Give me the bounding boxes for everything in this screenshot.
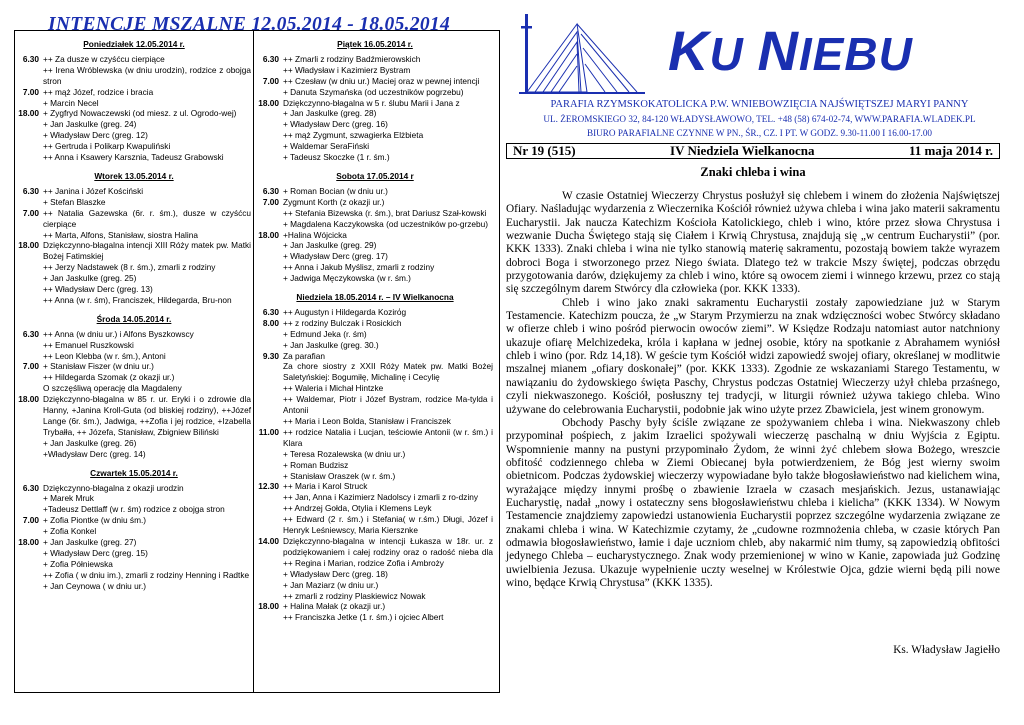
article-paragraph: Chleb i wino jako znaki sakramentu Eucharystii zostały zapowiedziane już w Starym Testamencie. Katechizm poucza, że „w Starym Przymierzu na znak wdzięczności wobec Stwórcy składano w ofierze chleb i wino pośród pierwocin owoców ziemi”. W Księdze Rodzaju natomiast autor natchniony ukazuje ofiarę Melchizedeka, króla i kapłana w jednej osobie, który na spotkanie z Abrahamem wyniósł chleb i wino (por. Rdz 14,18). W geście tym Kościół widzi zapowiedź swojej ofiary, określanej w modlitwie mszalnej mianem „ofiary doskonałej” (por. KKK 1333). Zgodnie ze wskazaniami Starego Testamentu, w nawiązaniu do żydowskiego święta Paschy, Chrystus podczas Ostatniej Wieczerzy użył chleba przaśnego, czyli niekwaszonego. Kościół, posłuszny tej tradycji, w liturgii również używa takiego chleba. Wino używane do celebrowania Eucharystii, podobnie jak wino użyte przez Zbawiciela, jest winem gronowym.: [506, 296, 1000, 416]
intention-row: [17, 329, 251, 340]
mass-intentions-box: [14, 30, 500, 693]
mass-time: [17, 119, 43, 130]
intention-text: ++ z rodziny Bulczak i Rosickich: [283, 317, 402, 328]
intention-row: [257, 87, 493, 98]
intention-row: [257, 383, 493, 394]
mass-time: 7.00: [262, 196, 279, 207]
intention-row: [17, 54, 251, 65]
mass-time: 18.00: [18, 240, 39, 251]
intention-text: + Jan Jaskulke (greg. 24): [43, 119, 137, 130]
intention-text: ++ Zmarli z rodziny Badźmierowskich: [283, 53, 421, 64]
intention-row: [257, 76, 493, 87]
parish-address: UL. ŻEROMSKIEGO 32, 84-120 WŁADYSŁAWOWO, TEL. +48 (58) 674-02-74, WWW.PARAFIA.WLADEK.PL: [543, 114, 976, 124]
article-paragraph: Obchody Paschy były ściśle związane ze spożywaniem chleba i wina. Niekwaszony chleb przypominał pośpiech, z jakim Izraelici spożywali wieczerzę paschalną w dniu Wyjścia z Egiptu. Wspomnienie manny na pustyni przypominało Żydom, że winni żyć chlebem słowa Bożego, wreszcie obfitość codziennego chleba w Ziemi Obiecanej była potwierdzeniem, że Bóg jest wierny swoim obietnicom. Podczas żydowskiej wieczerzy wypowiadane było także błogosławieństwo nad kielichem wina, wyrażające między innymi prośbę o zbawienie Izraela w czasach mesjańskich. Jezus, ustanawiając Eucharystię, nadał „nowy i ostateczny sens błogosławieństwu chleba i kielicha” (KKK 1334). W Nowym Testamencie znajdziemy zapowiedzi ustanowienia Eucharystii poprzez szczególne wydarzenia związane ze znakami chleba i wina. W Katechizmie czytamy, że „cudowne rozmnożenia chleba, w czasie których Pan odmawia błogosławieństwo, łamie i daje uczniom chleb, aby nakarmić nim tłumy, są zapowiedzią obfitości jedynego Chleba – eucharystycznego. Znak wody przemienionej w wino w Kanie, zapowiada już Godzinę uwielbienia Jezusa. Ukazuje wypełnienie uczty weselnej w Królestwie Ojca, gdzie wierni będą pili nowe wino, będące Krwią Chrystusa” (KKK 1335).: [506, 416, 1000, 589]
intention-row: [17, 108, 251, 119]
mass-time: [257, 273, 283, 284]
mass-time: [257, 152, 283, 163]
mass-time: [17, 284, 43, 295]
mass-time: 18.00: [18, 108, 39, 119]
intention-row: [257, 449, 493, 460]
intention-row: [257, 361, 493, 383]
intention-text: + Teresa Rozalewska (w dniu ur.): [283, 448, 406, 459]
intention-text: ++ Emanuel Ruszkowski: [43, 339, 134, 350]
intention-row: [17, 119, 251, 130]
mass-time: [257, 591, 283, 602]
intention-text: + Marcin Necel: [43, 97, 99, 108]
intention-text: ++ Augustyn i Hildegarda Kozirόg: [283, 306, 407, 317]
intention-text: Dziękczynno-błagalna intencji XIII Róży matek pw. Matki Bożej Fatimskiej: [43, 240, 251, 262]
mass-time: [257, 340, 283, 351]
mass-time: 6.30: [22, 328, 39, 339]
intention-text: +Władysław Derc (greg. 14): [43, 448, 146, 459]
intention-row: [257, 98, 493, 109]
mass-time: [17, 559, 43, 570]
intention-text: ++ Gertruda i Polikarp Kwapuliński: [43, 141, 171, 152]
intention-row: [257, 65, 493, 76]
intention-row: [17, 98, 251, 109]
mass-time: 7.00: [22, 86, 39, 97]
intention-text: ++ Waleria i Michał Hintzke: [283, 383, 384, 394]
mass-time: [17, 130, 43, 141]
mass-time: [17, 340, 43, 351]
mass-time: [17, 570, 43, 581]
mass-time: 7.00: [22, 361, 39, 372]
intention-row: [257, 208, 493, 219]
intention-row: [17, 208, 251, 230]
intention-row: [17, 449, 251, 460]
mass-time: [17, 526, 43, 537]
mass-time: [17, 493, 43, 504]
church-logo-icon: [517, 14, 647, 96]
intention-text: ++ mąż Józef, rodzice i bracia: [43, 86, 154, 97]
intention-row: [257, 197, 493, 208]
mass-time: 8.00: [262, 317, 279, 328]
mass-time: [257, 449, 283, 460]
intention-row: [17, 262, 251, 273]
intention-row: [257, 108, 493, 119]
intention-text: + Tadeusz Skoczke (1 r. śm.): [283, 152, 390, 163]
page-title: INTENCJE MSZALNE 12.05.2014 - 18.05.2014: [48, 14, 451, 35]
mass-time: 9.30: [262, 350, 279, 361]
intention-text: + Władysław Derc (greg. 17): [283, 251, 388, 262]
intention-row: [17, 230, 251, 241]
issue-bar: [506, 143, 1000, 159]
mass-time: [257, 569, 283, 580]
intention-text: ++ rodzice Natalia i Lucjan, teściowie Antonii (w r. śm.) i Klara: [283, 426, 493, 448]
intention-text: Za chore siostry z XXII Róży Matek pw. Matki Bożej Saletyńskiej: Bogumiłę, Michalinę i Cecylię: [283, 361, 493, 383]
intention-text: + Jan Jaskulke (greg. 30.): [283, 339, 379, 350]
intention-row: [257, 601, 493, 612]
intention-row: [257, 460, 493, 471]
brand-rest: IEBU: [798, 28, 913, 80]
intention-row: [17, 493, 251, 504]
mass-time: 7.00: [22, 207, 39, 218]
intention-row: [17, 152, 251, 163]
brand-initial: K: [668, 19, 710, 82]
mass-time: [257, 219, 283, 230]
intentions-column-1: [17, 39, 251, 592]
intention-text: + Marek Mruk: [43, 493, 94, 504]
day-heading: Niedziela 18.05.2014 r. – IV Wielkanocna: [296, 292, 454, 303]
mass-time: [257, 416, 283, 427]
intention-row: [257, 351, 493, 362]
mass-time: 6.30: [22, 482, 39, 493]
intention-text: ++ Anna i Jakub Myślisz, zmarli z rodziny: [283, 262, 435, 273]
article-author: Ks. Władysław Jagiełło: [893, 644, 1000, 656]
intention-row: [17, 548, 251, 559]
intention-text: + Jan Jaskulke (greg. 27): [43, 537, 137, 548]
mass-time: [17, 141, 43, 152]
mass-time: [17, 98, 43, 109]
intention-row: [257, 340, 493, 351]
intention-text: ++ Władysław Derc (greg. 13): [43, 284, 153, 295]
intention-text: + Zygfryd Nowaczewski (od miesz. z ul. Ogrodo-wej): [43, 108, 237, 119]
mass-time: [257, 460, 283, 471]
intention-text: ++ Czesław (w dniu ur.) Maciej oraz w pewnej intencji: [283, 75, 480, 86]
article-title: Znaki chleba i wina: [700, 165, 806, 179]
intention-text: ++ Franciszka Jetke (1 r. śm.) i ojciec Albert: [283, 612, 444, 623]
column-divider: [253, 31, 254, 692]
intention-text: ++ Edward (2 r. śm.) i Stefania( w r.śm.) Długi, Józef i Henryk Leśniewscy, Maria Kiersznke: [283, 514, 493, 536]
mass-time: [17, 197, 43, 208]
mass-time: [17, 152, 43, 163]
intention-text: Dziękczynno-błagalna w 5 r. ślubu Marii i Jana z: [283, 97, 460, 108]
intention-row: [257, 481, 493, 492]
intention-row: [257, 612, 493, 623]
intention-text: ++ mąż Zygmunt, szwagierka Elżbieta: [283, 130, 424, 141]
article-body: [506, 190, 1000, 590]
mass-time: [257, 240, 283, 251]
intention-text: ++ Janina i Józef Kościński: [43, 185, 144, 196]
intention-row: [17, 197, 251, 208]
mass-time: 14.00: [258, 535, 279, 546]
mass-time: [17, 372, 43, 383]
intention-text: + Władysław Derc (greg. 16): [283, 119, 388, 130]
article-paragraph: W czasie Ostatniej Wieczerzy Chrystus posłużył się chlebem i winem do złożenia Najświętszej Ofiary. Naśladując wydarzenia z Wieczernika Kościół również używa chleba i wina jako materii sakramentu Eucharystii. Jak naucza Katechizm Kościoła Katolickiego, chleb i wino, które przez słowa Chrystusa i wezwanie Ducha Świętego stają się Ciałem i Krwią Chrystusa, znajdują się „w centrum Eucharystii” (por. KKK 1333). Znaki chleba i wina nie tylko stanowią materię sakramentu, pozostają bowiem także wyrazem dobroci Boga i stworzonego przez Niego świata. Dlatego też w trakcie Mszy świętej, podczas obrzędu przygotowania darów, dziękujemy za chleb i wino, które są owocem ziemi i winnego krzewu, przez co stają się szczególnym darem Stwórcy dla człowieka (por. KKK 1333).: [506, 190, 1000, 296]
day-heading: Czwartek 15.05.2014 r.: [90, 467, 178, 478]
intention-row: [257, 394, 493, 416]
intention-text: ++ Za dusze w czyśćcu cierpiące: [43, 53, 165, 64]
intention-text: + Stanisław Fiszer (w dniu ur.): [43, 361, 154, 372]
intention-row: [17, 383, 251, 394]
intention-text: ++ Anna (w dniu ur.) i Alfons Byszkowscy: [43, 328, 194, 339]
intention-row: [257, 580, 493, 591]
intention-text: ++ Maria i Karol Struck: [283, 481, 368, 492]
mass-time: [17, 230, 43, 241]
day-heading: Sobota 17.05.2014 r: [336, 170, 414, 181]
day-heading: Wtorek 13.05.2014 r.: [94, 170, 174, 181]
intention-row: [257, 471, 493, 482]
intention-text: ++ Jan, Anna i Kazimierz Nadolscy i zmarli z ro-dziny: [283, 492, 479, 503]
intention-text: Dziękczynno-błagalna w intencji Łukasza w 18r. ur. z podziękowaniem i całej rodziny oraz o radość nieba dla ++ Regina i Marian, rodzice Zofia i Ambroży: [283, 535, 493, 568]
office-hours: BIURO PARAFIALNE CZYNNE W PN., ŚR., CZ. I PT. W GODZ. 9.30-11.00 I 16.00-17.00: [586, 128, 933, 138]
intention-text: + Magdalena Kaczykowska (od uczestników po-grzebu): [283, 218, 488, 229]
brand-initial: N: [757, 19, 799, 82]
mass-time: [257, 108, 283, 119]
mass-time: [257, 471, 283, 482]
intention-row: [17, 87, 251, 98]
intention-row: [17, 130, 251, 141]
intention-row: [257, 219, 493, 230]
intention-row: [257, 503, 493, 514]
mass-time: [17, 548, 43, 559]
intention-row: [257, 591, 493, 602]
intention-row: [17, 295, 251, 306]
intention-row: [17, 570, 251, 581]
intention-text: Za parafian: [283, 350, 325, 361]
mass-time: [17, 504, 43, 515]
mass-time: [257, 87, 283, 98]
intention-row: [17, 438, 251, 449]
mass-time: 18.00: [18, 537, 39, 548]
mass-time: [257, 492, 283, 503]
mass-time: [257, 119, 283, 130]
intention-text: ++ Anna (w r. śm), Franciszek, Hildegarda, Bru-non: [43, 294, 232, 305]
parish-header: [512, 98, 1007, 140]
intention-row: [257, 251, 493, 262]
intention-row: [257, 54, 493, 65]
intention-row: [17, 581, 251, 592]
intention-row: [257, 492, 493, 503]
issue-number: Nr 19 (515): [513, 143, 576, 158]
intention-text: ++ Andrzej Gołda, Otylia i Klemens Leyk: [283, 503, 432, 514]
intention-row: [257, 119, 493, 130]
mass-time: [257, 65, 283, 76]
issue-date: 11 maja 2014 r.: [908, 143, 993, 158]
mass-time: [257, 251, 283, 262]
intention-text: + Roman Budzisz: [283, 459, 349, 470]
mass-time: 18.00: [258, 229, 279, 240]
mass-time: [257, 394, 283, 416]
day-heading: Poniedziałek 12.05.2014 r.: [83, 39, 185, 49]
intention-text: + Jan Jaskulke (greg. 25): [43, 273, 137, 284]
intention-text: ++ Stefania Bizewska (r. śm.), brat Dariusz Szał-kowski: [283, 207, 487, 218]
intention-text: + Danuta Szymańska (od uczestników pogrzebu): [283, 86, 464, 97]
intention-text: Zygmunt Korth (z okazji ur.): [283, 196, 385, 207]
intention-row: [257, 416, 493, 427]
mass-time: [257, 130, 283, 141]
mass-time: 6.30: [262, 53, 279, 64]
intention-text: + Zofia Półniewska: [43, 558, 113, 569]
intention-text: + Władysław Derc (greg. 15): [43, 547, 148, 558]
intention-text: ++ zmarli z rodziny Plaskiewicz Nowak: [283, 590, 426, 601]
intention-text: ++ Jerzy Nadstawek (8 r. śm.), zmarli z rodziny: [43, 262, 216, 273]
intention-text: ++ Anna i Ksawery Karsznia, Tadeusz Grabowski: [43, 152, 224, 163]
mass-time: [257, 503, 283, 514]
mass-time: 11.00: [258, 426, 279, 437]
mass-time: [17, 383, 43, 394]
intention-row: [257, 141, 493, 152]
intention-row: [17, 559, 251, 570]
mass-time: [17, 262, 43, 273]
intention-text: +Halina Wójcicka: [283, 229, 347, 240]
mass-time: [17, 438, 43, 449]
mass-time: 18.00: [258, 601, 279, 612]
bulletin-brand: [668, 18, 913, 83]
intention-row: [257, 427, 493, 449]
brand-text: [668, 19, 913, 82]
intention-row: [17, 515, 251, 526]
intention-row: [17, 537, 251, 548]
mass-time: 6.30: [262, 306, 279, 317]
brand-rest: U: [709, 28, 758, 80]
mass-time: [257, 580, 283, 591]
intention-row: [257, 307, 493, 318]
intention-row: [257, 230, 493, 241]
mass-time: 18.00: [258, 97, 279, 108]
intention-row: [257, 273, 493, 284]
intention-text: + Roman Bocian (w dniu ur.): [283, 185, 388, 196]
intention-text: ++ Irena Wróblewska (w dniu urodzin), rodzice z obojga stron: [43, 64, 251, 86]
intention-row: [17, 273, 251, 284]
intention-row: [17, 361, 251, 372]
intentions-column-2: [257, 39, 493, 623]
mass-time: [17, 65, 43, 87]
intention-text: + Jan Jaskulke (greg. 26): [43, 437, 137, 448]
intention-row: [257, 318, 493, 329]
intention-text: Dziękczynno-błagalna z okazji urodzin: [43, 482, 184, 493]
intention-row: [17, 340, 251, 351]
intention-row: [17, 284, 251, 295]
intention-text: ++ Leon Klebba (w r. śm.), Antoni: [43, 350, 166, 361]
intention-text: ++ Natalia Gazewska (6r. r. śm.), dusze w czyśćcu cierpiące: [43, 207, 251, 229]
mass-time: [17, 449, 43, 460]
mass-time: 6.30: [22, 53, 39, 64]
intention-row: [17, 526, 251, 537]
intention-row: [257, 514, 493, 536]
intention-text: + Zofia Konkel: [43, 526, 97, 537]
intention-text: O szczęśliwą operację dla Magdaleny: [43, 383, 182, 394]
intention-text: + Jan Maziarz (w dniu ur.): [283, 579, 379, 590]
mass-time: [257, 329, 283, 340]
intention-row: [17, 141, 251, 152]
day-heading: Środa 14.05.2014 r.: [96, 313, 172, 324]
mass-time: 6.30: [22, 185, 39, 196]
intention-row: [257, 152, 493, 163]
intention-row: [17, 65, 251, 87]
parish-name: PARAFIA RZYMSKOKATOLICKA P.W. WNIEBOWZIĘCIA NAJŚWIĘTSZEJ MARYI PANNY: [550, 99, 969, 110]
intention-row: [257, 240, 493, 251]
intention-text: + Stanisław Oraszek (w r. śm.): [283, 470, 396, 481]
mass-time: [17, 273, 43, 284]
mass-time: 6.30: [262, 185, 279, 196]
mass-time: [257, 208, 283, 219]
intention-row: [17, 186, 251, 197]
mass-time: [17, 581, 43, 592]
intention-text: ++ Władysław i Kazimierz Bystram: [283, 64, 411, 75]
intention-row: [17, 240, 251, 262]
intention-row: [17, 504, 251, 515]
issue-sunday: IV Niedziela Wielkanocna: [670, 143, 815, 158]
intention-text: ++ Marta, Alfons, Stanisław, siostra Halina: [43, 229, 198, 240]
intention-text: + Zofia Piontke (w dniu śm.): [43, 515, 147, 526]
intention-row: [257, 262, 493, 273]
mass-time: [17, 351, 43, 362]
mass-time: [257, 361, 283, 383]
mass-time: [257, 612, 283, 623]
mass-time: [17, 295, 43, 306]
intention-text: ++ Maria i Leon Bolda, Stanisław i Franciszek: [283, 416, 451, 426]
intention-row: [257, 569, 493, 580]
mass-time: [257, 514, 283, 536]
intention-text: + Jan Jaskulke (greg. 29): [283, 240, 377, 251]
intention-text: ++ Hildegarda Szomak (z okazji ur.): [43, 372, 175, 383]
intention-row: [17, 483, 251, 494]
intention-text: + Edmund Jeka (r. śm): [283, 328, 367, 339]
mass-time: [257, 383, 283, 394]
mass-time: 12.30: [258, 481, 279, 492]
day-heading: Piątek 16.05.2014 r.: [337, 39, 413, 49]
intention-text: + Władysław Derc (greg. 18): [283, 568, 388, 579]
intention-text: ++ Waldemar, Piotr i Józef Bystram, rodzice Ma-tylda i Antonii: [283, 394, 493, 416]
intention-row: [17, 372, 251, 383]
mass-time: 7.00: [22, 515, 39, 526]
intention-text: Dziękczynno-błagalna w 85 r. ur. Eryki i o zdrowie dla Hanny, +Janina Kroll-Guta (od bliskiej rodziny), ++Józef Lange (6r. śm.), Jadwiga, ++Zofia i jej rodzice, +Izabella Trybałła, ++ Józefa, Stanisław, Zbigniew Biliński: [43, 394, 251, 437]
intention-text: + Halina Małak (z okazji ur.): [283, 601, 386, 612]
intention-text: ++ Zofia ( w dniu im.), zmarli z rodziny Henning i Radtke: [43, 569, 250, 580]
intention-text: + Jadwiga Męczykowska (w r. śm.): [283, 273, 411, 284]
intention-text: + Jan Jaskulke (greg. 28): [283, 108, 377, 119]
intention-row: [257, 186, 493, 197]
mass-time: 7.00: [262, 75, 279, 86]
intention-row: [257, 536, 493, 569]
intention-text: +Tadeusz Dettlaff (w r. śm) rodzice z obojga stron: [43, 504, 225, 515]
intention-row: [257, 130, 493, 141]
intention-text: + Waldemar SeraFiński: [283, 141, 370, 152]
intention-row: [17, 351, 251, 362]
intention-text: + Jan Ceynowa ( w dniu ur.): [43, 580, 147, 591]
intention-row: [257, 329, 493, 340]
intention-text: + Władysław Derc (greg. 12): [43, 130, 148, 141]
mass-time: [257, 141, 283, 152]
intention-row: [17, 394, 251, 438]
mass-time: [257, 262, 283, 273]
mass-time: 18.00: [18, 394, 39, 405]
intention-text: + Stefan Blaszke: [43, 196, 106, 207]
